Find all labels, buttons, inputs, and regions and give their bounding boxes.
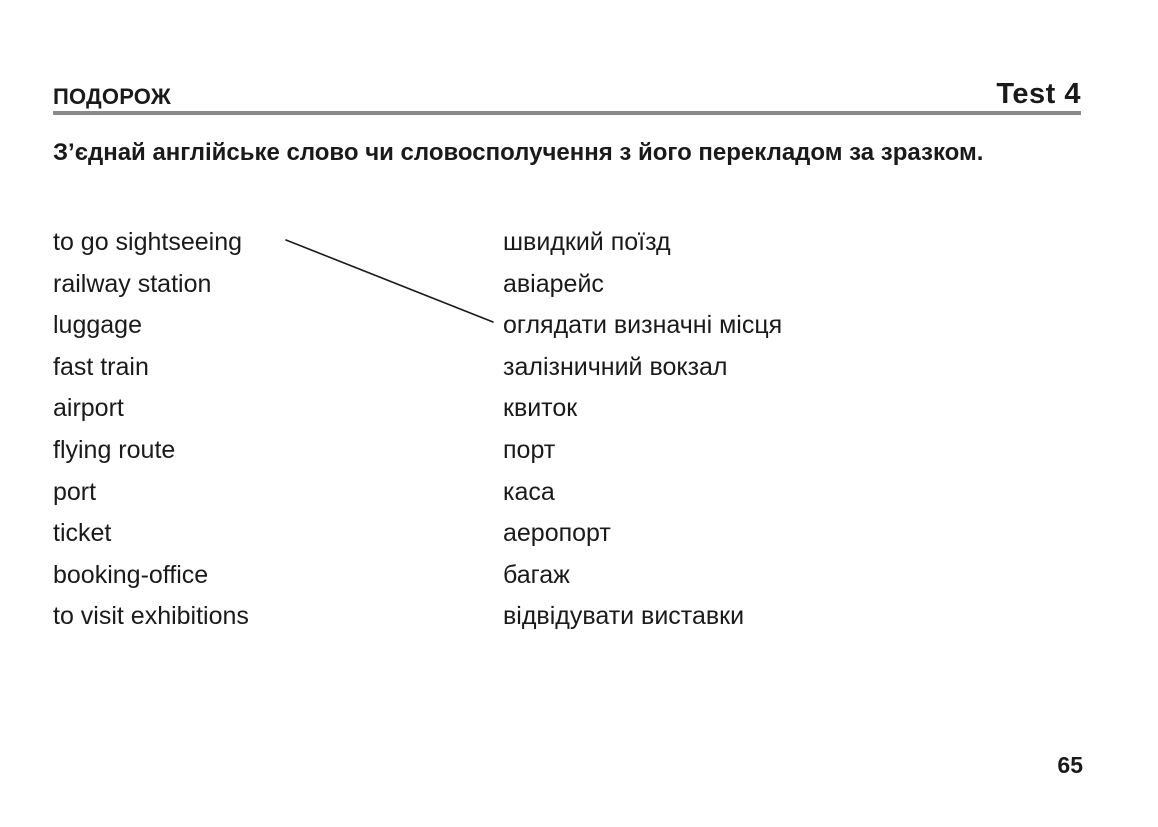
ukrainian-term[interactable]: залізничний вокзал bbox=[503, 352, 728, 381]
ukrainian-term[interactable]: оглядати визначні місця bbox=[503, 311, 783, 340]
ukrainian-term[interactable]: швидкий поїзд bbox=[503, 228, 671, 256]
english-term[interactable]: luggage bbox=[53, 311, 142, 340]
english-term[interactable]: railway station bbox=[53, 269, 212, 298]
ukrainian-term[interactable]: аеропорт bbox=[503, 519, 611, 548]
english-terms-list bbox=[53, 222, 249, 638]
ukrainian-term[interactable]: авіарейс bbox=[503, 269, 604, 298]
task-instruction: З’єднай англійське слово чи словосполучення з його перекладом за зразком. bbox=[53, 139, 984, 166]
english-term[interactable]: to visit exhibitions bbox=[53, 602, 249, 631]
english-term[interactable]: booking-office bbox=[53, 560, 209, 589]
english-term[interactable]: flying route bbox=[53, 435, 176, 464]
english-term[interactable]: to go sightseeing bbox=[53, 228, 243, 256]
header-divider bbox=[53, 111, 1081, 115]
english-term[interactable]: airport bbox=[53, 394, 124, 423]
ukrainian-term[interactable]: відвідувати виставки bbox=[503, 602, 745, 631]
page-number: 65 bbox=[1057, 752, 1083, 778]
example-match-line bbox=[286, 240, 493, 322]
ukrainian-term[interactable]: квиток bbox=[503, 394, 578, 423]
english-term[interactable]: port bbox=[53, 477, 97, 506]
ukrainian-term[interactable]: багаж bbox=[503, 560, 570, 589]
english-term[interactable]: ticket bbox=[53, 519, 112, 548]
english-term[interactable]: fast train bbox=[53, 352, 149, 381]
ukrainian-term[interactable]: порт bbox=[503, 435, 556, 464]
page-header bbox=[53, 76, 1081, 112]
ukrainian-term[interactable]: каса bbox=[503, 477, 555, 506]
section-title: ПОДОРОЖ bbox=[53, 84, 171, 109]
test-label: Test 4 bbox=[996, 78, 1081, 110]
ukrainian-terms-list bbox=[503, 222, 782, 638]
